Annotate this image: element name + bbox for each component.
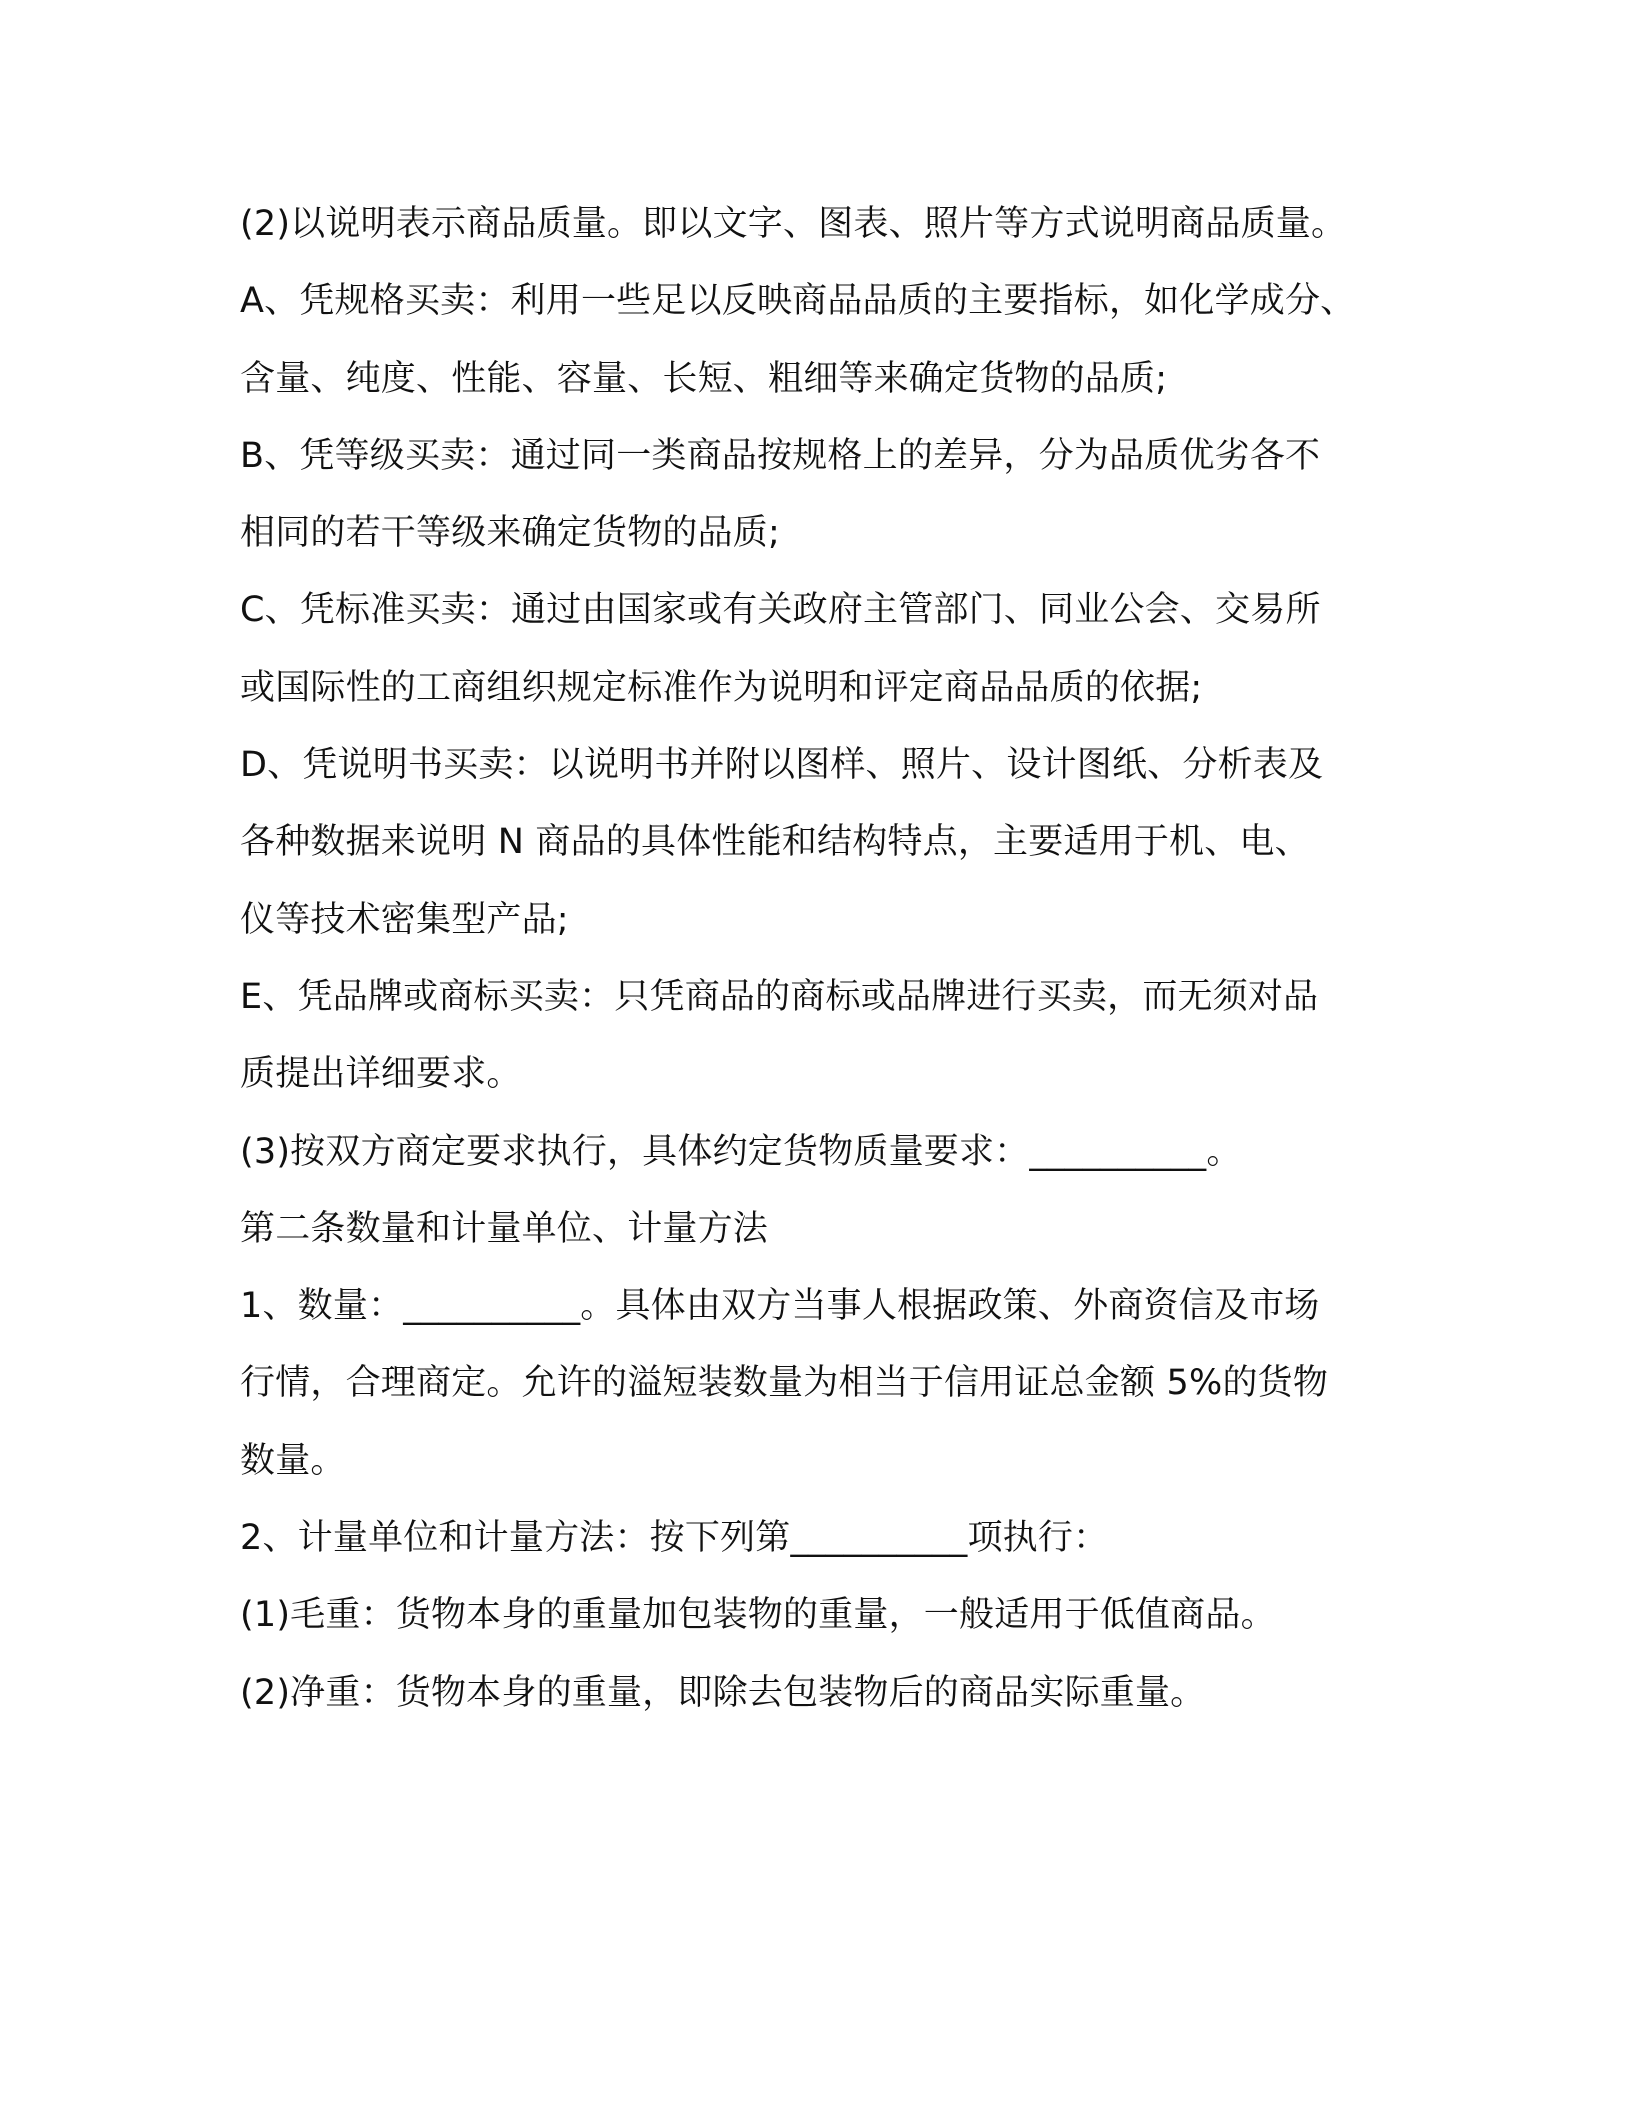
text-line: C、凭标准买卖：通过由国家或有关政府主管部门、同业公会、交易所 [240, 590, 1321, 631]
text-line: 2、计量单位和计量方法：按下列第__________项执行： [240, 1518, 1109, 1559]
text-line: (1)毛重：货物本身的重量加包装物的重量，一般适用于低值商品。 [240, 1595, 1276, 1636]
text-line: 相同的若干等级来确定货物的品质; [240, 513, 780, 554]
text-line: 各种数据来说明 N 商品的具体性能和结构特点，主要适用于机、电、 [240, 822, 1310, 863]
section-heading: 第二条数量和计量单位、计量方法 [240, 1208, 769, 1249]
text-line: 仪等技术密集型产品; [240, 899, 569, 940]
text-line: (3)按双方商定要求执行，具体约定货物质量要求：__________。 [240, 1131, 1242, 1172]
text-line: A、凭规格买卖：利用一些足以反映商品品质的主要指标，如化学成分、 [240, 281, 1356, 322]
text-line: 或国际性的工商组织规定标准作为说明和评定商品品质的依据; [240, 667, 1203, 708]
text-line: (2)净重：货物本身的重量，即除去包装物后的商品实际重量。 [240, 1672, 1206, 1713]
text-line: 数量。 [240, 1440, 346, 1481]
text-line: E、凭品牌或商标买卖：只凭商品的商标或品牌进行买卖，而无须对品 [240, 976, 1319, 1017]
text-line: D、凭说明书买卖：以说明书并附以图样、照片、设计图纸、分析表及 [240, 745, 1324, 786]
text-line: 质提出详细要求。 [240, 1054, 522, 1095]
text-line: 含量、纯度、性能、容量、长短、粗细等来确定货物的品质; [240, 358, 1168, 399]
text-line: 行情，合理商定。允许的溢短装数量为相当于信用证总金额 5%的货物 [240, 1363, 1329, 1404]
text-line: B、凭等级买卖：通过同一类商品按规格上的差异，分为品质优劣各不 [240, 435, 1321, 476]
document-body [240, 186, 1410, 1732]
text-line: 1、数量：__________。具体由双方当事人根据政策、外商资信及市场 [240, 1286, 1320, 1327]
text-line: (2)以说明表示商品质量。即以文字、图表、照片等方式说明商品质量。 [240, 204, 1347, 244]
